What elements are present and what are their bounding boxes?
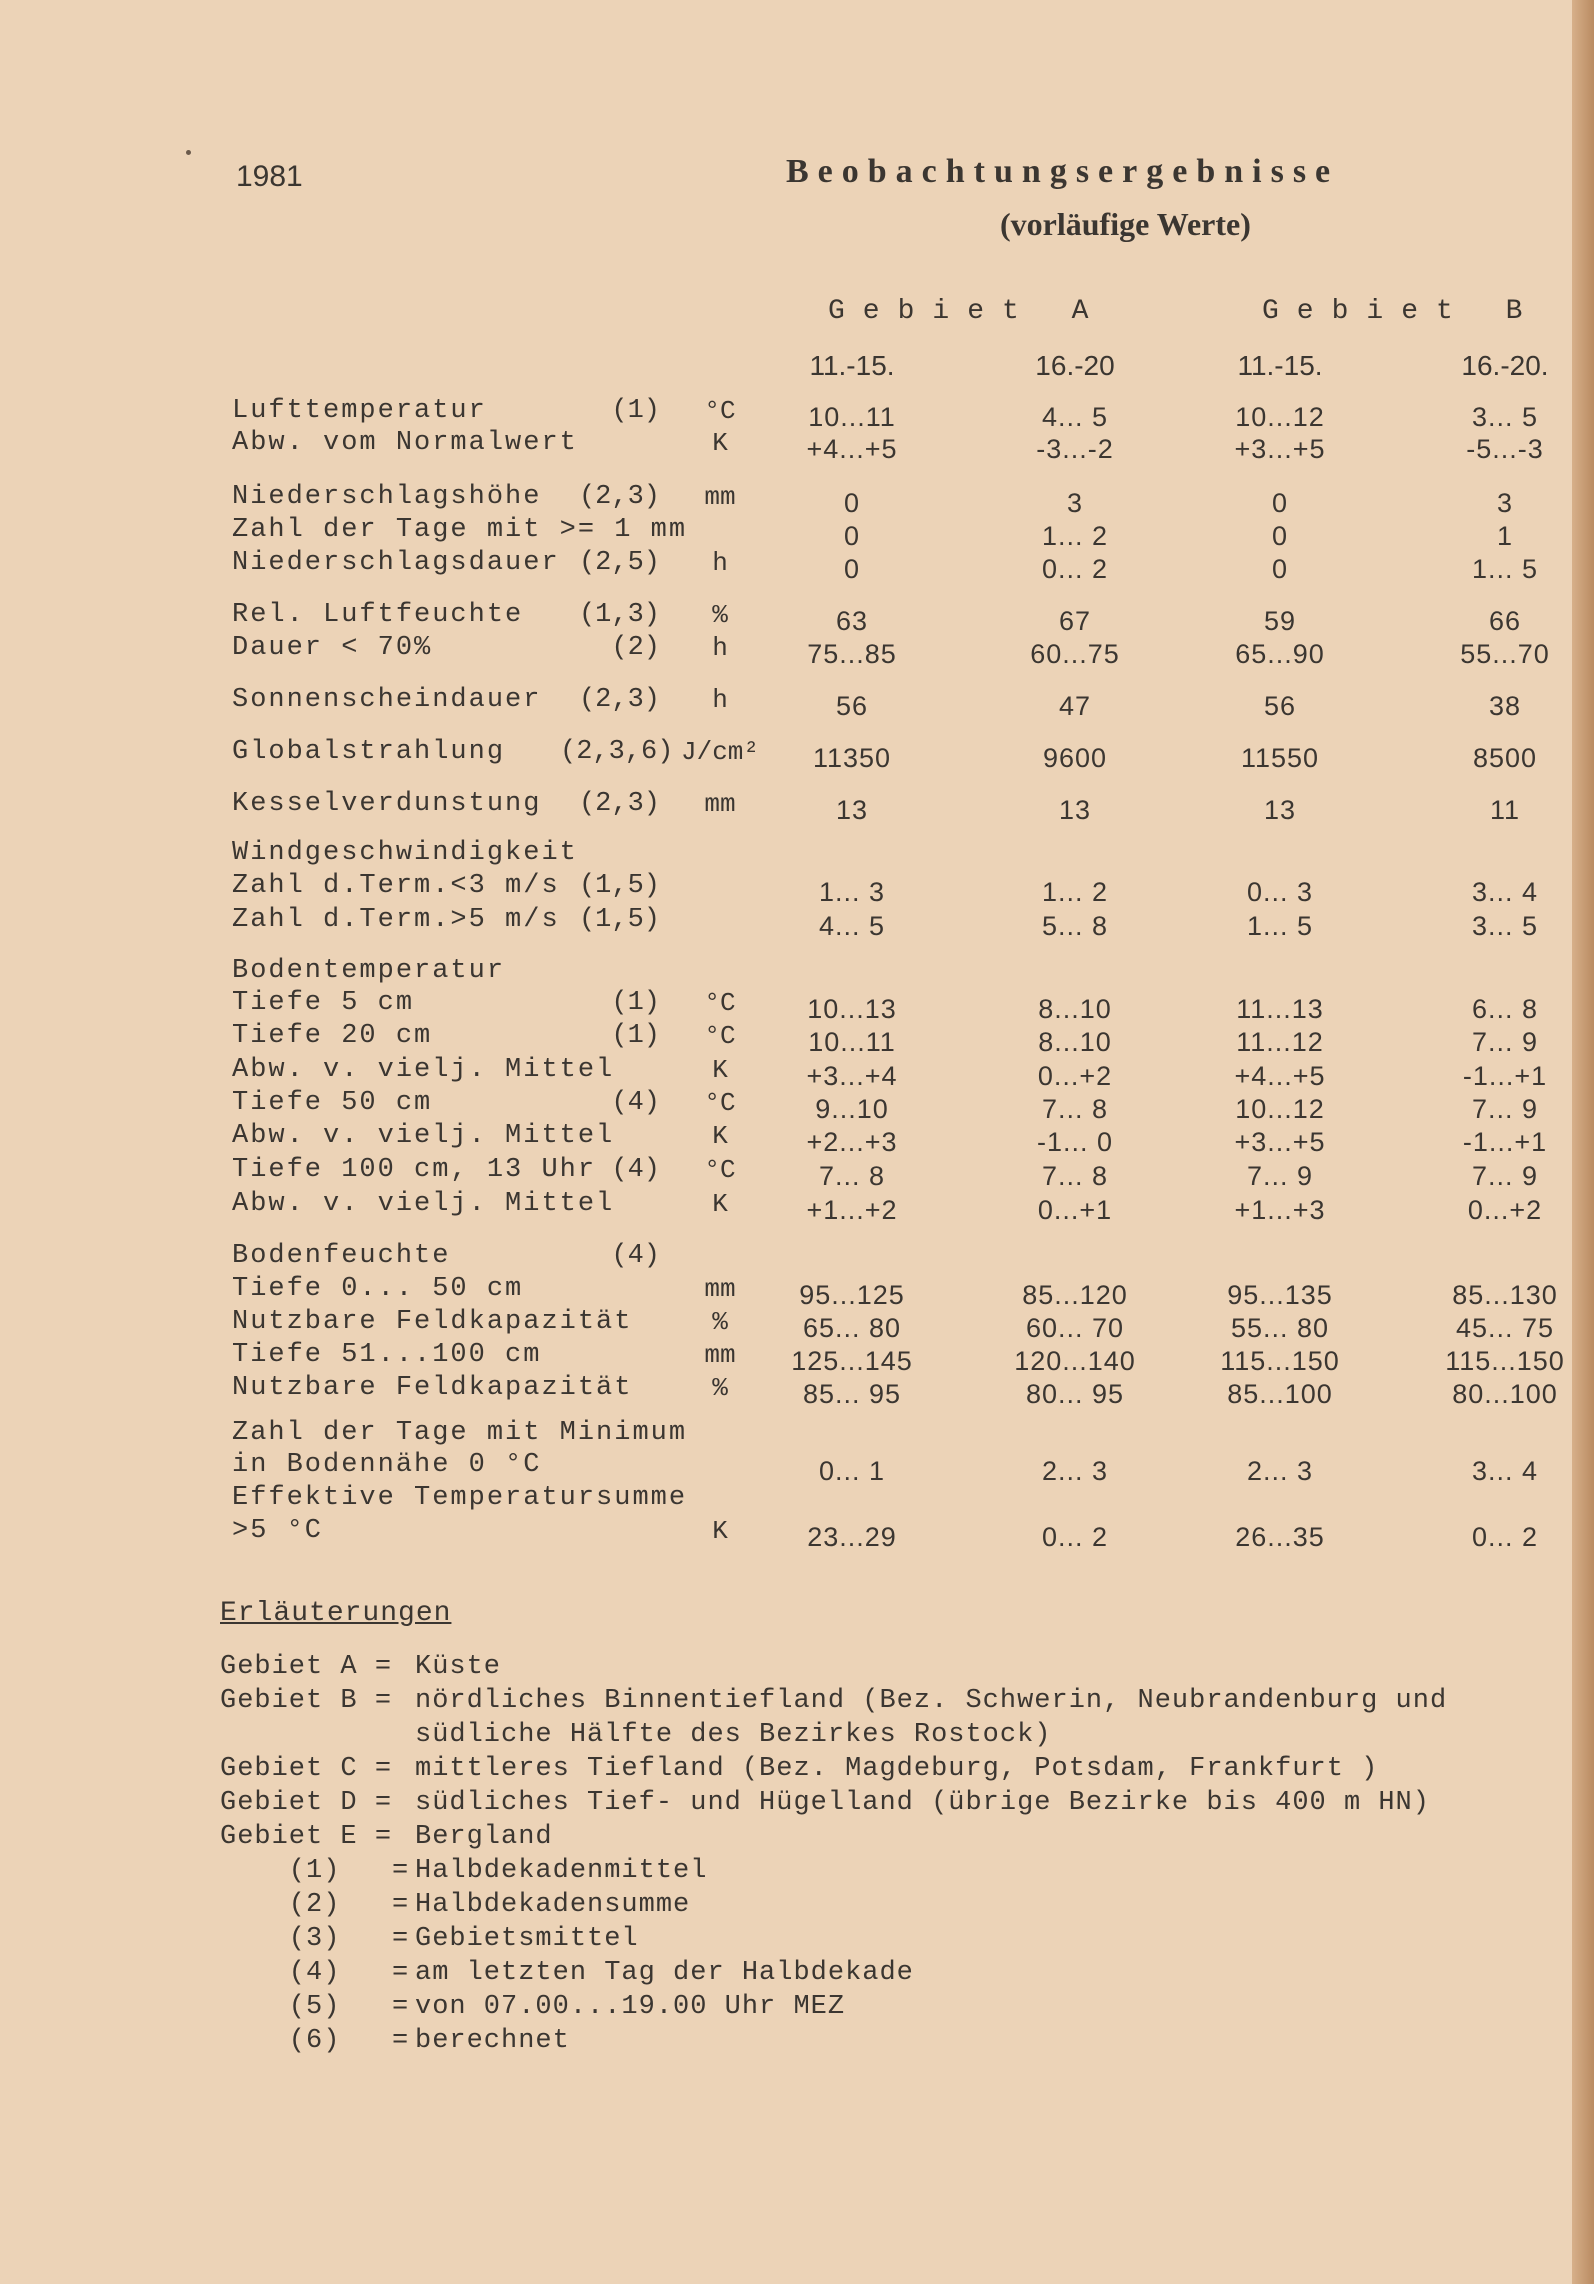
row-label: Sonnenscheindauer <box>232 685 542 715</box>
row-value: 3 <box>1496 488 1514 518</box>
explanation-key: (4) = <box>220 1958 410 1988</box>
row-footnote: (2,3) <box>578 685 660 715</box>
row-label: Globalstrahlung <box>232 737 506 767</box>
row-value: -1...+1 <box>1462 1061 1548 1091</box>
row-label: Nutzbare Feldkapazität <box>232 1307 633 1337</box>
row-value: +3...+5 <box>1234 1127 1326 1157</box>
explanation-key: (6) = <box>220 2026 410 2056</box>
explanation-text: berechnet <box>415 2026 570 2056</box>
explanation-text: Küste <box>415 1652 502 1682</box>
row-unit: h <box>712 685 728 715</box>
explanation-text: Gebietsmittel <box>415 1924 639 1954</box>
row-label: Niederschlagshöhe <box>232 482 542 512</box>
table-row <box>0 1483 1594 1517</box>
row-unit: h <box>712 633 728 663</box>
row-value: 2... 3 <box>1041 1456 1109 1486</box>
explanation-text: von 07.00...19.00 Uhr MEZ <box>415 1992 846 2022</box>
row-footnote: (4) <box>611 1155 660 1185</box>
row-value: 0 <box>843 554 861 584</box>
row-footnote: (1) <box>611 396 660 426</box>
page-subtitle: (vorläufige Werte) <box>1000 206 1251 242</box>
row-value: 11550 <box>1240 743 1320 773</box>
row-label: in Bodennähe 0 °C <box>232 1450 542 1480</box>
row-value: 63 <box>835 606 869 636</box>
row-value: 7... 8 <box>818 1161 886 1191</box>
row-value: 0 <box>1271 521 1289 551</box>
row-value: 1... 3 <box>818 877 886 907</box>
row-value: 7... 8 <box>1041 1161 1109 1191</box>
row-value: +3...+5 <box>1234 434 1326 464</box>
row-unit: h <box>712 548 728 578</box>
table-row <box>0 1189 1594 1223</box>
row-value: 1... 5 <box>1246 911 1314 941</box>
row-value: -1...+1 <box>1462 1127 1548 1157</box>
row-value: 120...140 <box>1014 1346 1136 1376</box>
row-unit: % <box>712 1373 728 1403</box>
table-row <box>0 1021 1594 1055</box>
row-label: Tiefe 100 cm, 13 Uhr <box>232 1155 597 1185</box>
table-row <box>0 1088 1594 1122</box>
row-label: Tiefe 0... 50 cm <box>232 1274 524 1304</box>
row-value: 8500 <box>1472 743 1538 773</box>
table-row <box>0 396 1594 430</box>
row-label: Zahl d.Term.<3 m/s <box>232 871 560 901</box>
row-value: 10...12 <box>1235 402 1325 432</box>
explanation-text: am letzten Tag der Halbdekade <box>415 1958 914 1988</box>
table-row <box>0 1340 1594 1374</box>
explanation-key: (5) = <box>220 1992 410 2022</box>
row-value: 3... 5 <box>1471 402 1539 432</box>
explanation-key: (3) = <box>220 1924 410 1954</box>
row-value: 10...11 <box>808 402 896 432</box>
row-value: 0...+2 <box>1037 1061 1113 1091</box>
table-row <box>0 789 1594 823</box>
row-label: Abw. v. vielj. Mittel <box>232 1189 615 1219</box>
row-value: 10...12 <box>1235 1094 1325 1124</box>
row-label: Bodentemperatur <box>232 956 506 986</box>
row-unit: mm <box>704 1274 736 1304</box>
row-value: 45... 75 <box>1455 1313 1555 1343</box>
table-row <box>0 838 1594 872</box>
row-footnote: (1,3) <box>578 600 660 630</box>
row-value: 1 <box>1496 521 1514 551</box>
row-value: 38 <box>1488 691 1522 721</box>
row-value: 13 <box>1058 795 1092 825</box>
row-value: 65...90 <box>1235 639 1325 669</box>
row-value: 8...10 <box>1038 994 1112 1024</box>
table-row <box>0 1155 1594 1189</box>
row-value: 11...12 <box>1236 1027 1324 1057</box>
row-footnote: (2,3,6) <box>560 737 674 767</box>
row-unit: mm <box>704 482 736 512</box>
explanation-key: (2) = <box>220 1890 410 1920</box>
table-row <box>0 1373 1594 1407</box>
row-footnote: (2,3) <box>578 789 660 819</box>
explanation-key: (1) = <box>220 1856 410 1886</box>
row-footnote: (1,5) <box>578 905 660 935</box>
row-value: 0... 3 <box>1246 877 1314 907</box>
row-value: 66 <box>1488 606 1522 636</box>
row-unit: K <box>712 428 728 458</box>
row-value: 7... 9 <box>1471 1094 1539 1124</box>
table-row <box>0 956 1594 990</box>
row-footnote: (4) <box>611 1241 660 1271</box>
row-value: 95...125 <box>799 1280 905 1310</box>
explanation-key: Gebiet C = <box>220 1754 393 1784</box>
row-value: 3 <box>1066 488 1084 518</box>
year: 1981 <box>236 160 303 193</box>
table-row <box>0 737 1594 771</box>
row-value: 7... 9 <box>1471 1161 1539 1191</box>
row-value: 80... 95 <box>1025 1379 1125 1409</box>
table-row <box>0 428 1594 462</box>
row-label: Windgeschwindigkeit <box>232 838 578 868</box>
row-label: Tiefe 51...100 cm <box>232 1340 542 1370</box>
row-label: Niederschlagsdauer <box>232 548 560 578</box>
column-group-b: Gebiet B <box>1262 296 1541 327</box>
table-row <box>0 600 1594 634</box>
table-row <box>0 482 1594 516</box>
table-row <box>0 988 1594 1022</box>
table-row <box>0 685 1594 719</box>
explanation-key: Gebiet D = <box>220 1788 393 1818</box>
row-label: Tiefe 5 cm <box>232 988 415 1018</box>
explanation-text: Halbdekadenmittel <box>415 1856 708 1886</box>
row-value: 5... 8 <box>1041 911 1109 941</box>
row-value: 0 <box>843 488 861 518</box>
row-footnote: (2) <box>611 633 660 663</box>
table-row <box>0 633 1594 667</box>
row-label: Abw. v. vielj. Mittel <box>232 1055 615 1085</box>
row-label: Abw. v. vielj. Mittel <box>232 1121 615 1151</box>
row-label: Bodenfeuchte <box>232 1241 451 1271</box>
row-footnote: (2,3) <box>578 482 660 512</box>
row-value: 13 <box>835 795 869 825</box>
period-header: 16.-20 <box>1035 350 1115 381</box>
row-footnote: (1,5) <box>578 871 660 901</box>
row-value: +1...+2 <box>806 1195 898 1225</box>
row-value: 13 <box>1263 795 1297 825</box>
row-unit: °C <box>704 1021 736 1051</box>
row-value: 56 <box>1263 691 1297 721</box>
row-value: 60...75 <box>1030 639 1120 669</box>
row-value: 56 <box>835 691 869 721</box>
row-value: 3... 4 <box>1471 877 1539 907</box>
row-footnote: (1) <box>611 1021 660 1051</box>
row-value: 4... 5 <box>1041 402 1109 432</box>
table-row <box>0 1055 1594 1089</box>
row-value: 115...150 <box>1220 1346 1340 1376</box>
table-row <box>0 871 1594 905</box>
row-unit: °C <box>704 1088 736 1118</box>
row-value: 11 <box>1489 795 1521 825</box>
row-unit: °C <box>704 396 736 426</box>
row-unit: K <box>712 1121 728 1151</box>
row-value: 0...+1 <box>1037 1195 1113 1225</box>
row-value: 6... 8 <box>1471 994 1539 1024</box>
row-unit: K <box>712 1189 728 1219</box>
row-value: 7... 9 <box>1471 1027 1539 1057</box>
period-header: 11.-15. <box>1237 350 1323 381</box>
row-label: Abw. vom Normalwert <box>232 428 578 458</box>
row-value: 95...135 <box>1227 1280 1333 1310</box>
explanation-text: südliches Tief- und Hügelland (übrige Bezirke bis 400 m HN) <box>415 1788 1430 1818</box>
row-label: Tiefe 50 cm <box>232 1088 433 1118</box>
row-value: 47 <box>1058 691 1092 721</box>
row-value: 7... 8 <box>1041 1094 1109 1124</box>
row-value: 80...100 <box>1452 1379 1558 1409</box>
row-value: -1... 0 <box>1036 1127 1114 1157</box>
row-value: 0... 2 <box>1471 1522 1539 1552</box>
explanation-text: Bergland <box>415 1822 553 1852</box>
row-value: 55...70 <box>1460 639 1550 669</box>
column-group-a: Gebiet A <box>828 296 1107 327</box>
row-label: Tiefe 20 cm <box>232 1021 433 1051</box>
period-header: 11.-15. <box>809 350 895 381</box>
table-row <box>0 515 1594 549</box>
row-value: 85...120 <box>1022 1280 1128 1310</box>
row-value: 85... 95 <box>802 1379 902 1409</box>
row-label: Rel. Luftfeuchte <box>232 600 524 630</box>
row-value: 115...150 <box>1445 1346 1565 1376</box>
table-row <box>0 1450 1594 1484</box>
row-label: Effektive Temperatursumme <box>232 1483 688 1513</box>
row-value: 1... 2 <box>1041 521 1109 551</box>
row-value: 3... 4 <box>1471 1456 1539 1486</box>
row-value: 11350 <box>812 743 892 773</box>
row-value: 65... 80 <box>802 1313 902 1343</box>
row-value: 2... 3 <box>1246 1456 1314 1486</box>
row-unit: K <box>712 1516 728 1546</box>
table-row <box>0 905 1594 939</box>
row-value: 0... 1 <box>818 1456 886 1486</box>
row-value: 60... 70 <box>1025 1313 1125 1343</box>
row-value: 9600 <box>1042 743 1108 773</box>
row-label: Lufttemperatur <box>232 396 487 426</box>
table-row <box>0 1516 1594 1550</box>
table-row <box>0 1121 1594 1155</box>
row-value: 67 <box>1058 606 1092 636</box>
row-value: +2...+3 <box>806 1127 898 1157</box>
explanation-key: Gebiet B = <box>220 1686 393 1716</box>
row-value: 11...13 <box>1236 994 1324 1024</box>
row-value: 0 <box>843 521 861 551</box>
row-unit: mm <box>704 1340 736 1370</box>
row-value: 85...130 <box>1452 1280 1558 1310</box>
row-value: 8...10 <box>1038 1027 1112 1057</box>
table-row <box>0 548 1594 582</box>
explanation-text: mittleres Tiefland (Bez. Magdeburg, Potsdam, Frankfurt ) <box>415 1754 1379 1784</box>
row-label: Nutzbare Feldkapazität <box>232 1373 633 1403</box>
row-value: 23...29 <box>807 1522 897 1552</box>
row-label: Kesselverdunstung <box>232 789 542 819</box>
row-value: +1...+3 <box>1234 1195 1326 1225</box>
row-label: Zahl der Tage mit Minimum <box>232 1418 688 1448</box>
row-value: 3... 5 <box>1471 911 1539 941</box>
row-unit: % <box>712 600 728 630</box>
period-header: 16.-20. <box>1461 350 1549 381</box>
row-footnote: (1) <box>611 988 660 1018</box>
row-value: 0 <box>1271 554 1289 584</box>
explanations-heading: Erläuterungen <box>220 1598 452 1629</box>
row-unit: J/cm² <box>680 737 759 767</box>
table-row <box>0 1418 1594 1452</box>
row-footnote: (2,5) <box>578 548 660 578</box>
row-unit: °C <box>704 988 736 1018</box>
table-row <box>0 1274 1594 1308</box>
row-value: 0...+2 <box>1467 1195 1543 1225</box>
row-value: 0... 2 <box>1041 1522 1109 1552</box>
row-value: 0... 2 <box>1041 554 1109 584</box>
row-value: 55... 80 <box>1230 1313 1330 1343</box>
explanation-key: Gebiet A = <box>220 1652 393 1682</box>
row-value: +4...+5 <box>806 434 898 464</box>
row-unit: % <box>712 1307 728 1337</box>
table-row <box>0 1241 1594 1275</box>
row-value: -5...-3 <box>1466 434 1544 464</box>
explanation-text: südliche Hälfte des Bezirkes Rostock) <box>415 1720 1052 1750</box>
row-value: 75...85 <box>807 639 897 669</box>
row-value: 26...35 <box>1235 1522 1325 1552</box>
explanation-key: Gebiet E = <box>220 1822 393 1852</box>
row-value: -3...-2 <box>1036 434 1114 464</box>
row-value: 1... 2 <box>1041 877 1109 907</box>
row-label: Dauer < 70% <box>232 633 433 663</box>
row-label: >5 °C <box>232 1516 324 1546</box>
row-value: 59 <box>1263 606 1297 636</box>
row-value: +4...+5 <box>1234 1061 1326 1091</box>
row-value: 85...100 <box>1227 1379 1333 1409</box>
row-footnote: (4) <box>611 1088 660 1118</box>
page-title: Beobachtungsergebnisse <box>786 153 1340 190</box>
row-value: 4... 5 <box>818 911 886 941</box>
row-value: 125...145 <box>791 1346 913 1376</box>
explanation-text: nördliches Binnentiefland (Bez. Schwerin, Neubrandenburg und <box>415 1686 1448 1716</box>
row-value: 9...10 <box>815 1094 889 1124</box>
row-label: Zahl d.Term.>5 m/s <box>232 905 560 935</box>
row-value: 0 <box>1271 488 1289 518</box>
table-row <box>0 1307 1594 1341</box>
row-value: 1... 5 <box>1471 554 1539 584</box>
row-unit: K <box>712 1055 728 1085</box>
row-label: Zahl der Tage mit >= 1 mm <box>232 515 688 545</box>
row-value: 7... 9 <box>1246 1161 1314 1191</box>
explanation-text: Halbdekadensumme <box>415 1890 691 1920</box>
row-value: 10...13 <box>807 994 897 1024</box>
row-value: +3...+4 <box>806 1061 898 1091</box>
row-unit: mm <box>704 789 736 819</box>
row-unit: °C <box>704 1155 736 1185</box>
row-value: 10...11 <box>808 1027 896 1057</box>
ink-dot <box>186 150 191 155</box>
